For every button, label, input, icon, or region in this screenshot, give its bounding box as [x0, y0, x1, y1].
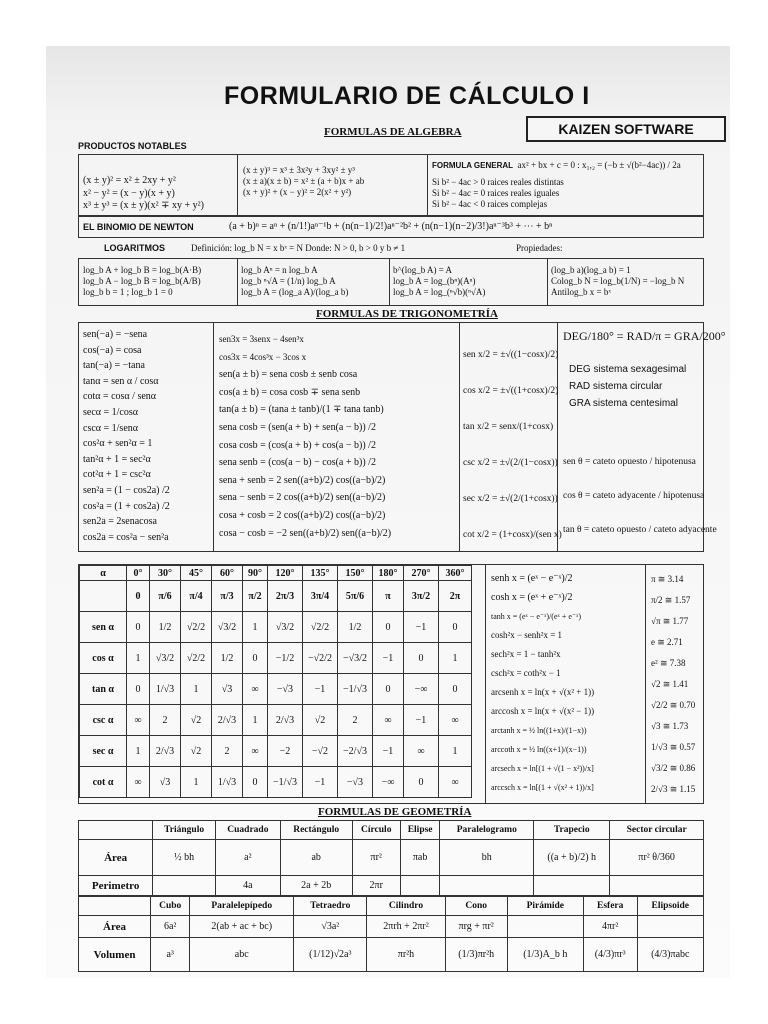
trig-value-cell: 0: [373, 612, 404, 643]
geometry-header-cell: Trapecio: [534, 821, 610, 840]
angle-rad-header: π: [373, 581, 404, 612]
angle-deg-header: α: [80, 566, 127, 581]
geometry-header-cell: Cono: [445, 897, 507, 916]
trig-value-cell: −√2: [303, 736, 338, 767]
trig-value-cell: −∞: [404, 674, 439, 705]
geometry-value-cell: (1/12)√2a³: [294, 938, 367, 972]
angle-rad-header: π/3: [212, 581, 243, 612]
trig-value-cell: 0: [243, 767, 268, 798]
table-row: [80, 674, 472, 705]
algebra-heading: FORMULAS DE ALGEBRA: [324, 126, 462, 138]
binomio-eq: (a + b)ⁿ = aⁿ + (n/1!)aⁿ⁻¹b + (n(n−1)/2!)aⁿ⁻²b² + (n(n−1)(n−2)/3!)aⁿ⁻³b³ + ⋯ + bⁿ: [229, 221, 553, 232]
trig-value-cell: 2/√3: [268, 705, 303, 736]
trig-value-cell: −∞: [373, 767, 404, 798]
trig-value-cell: √3/2: [212, 612, 243, 643]
trig-heading: FORMULAS DE TRIGONOMETRÍA: [316, 308, 498, 320]
geometry-value-cell: [610, 876, 704, 896]
log-col2: log_b Aⁿ = n log_b A log_b ⁿ√A = (1/n) log_b A log_b A = (log_a A)/(log_a b): [241, 265, 349, 297]
angle-deg-header: 135°: [303, 566, 338, 581]
productos-col1: (x ± y)² = x² ± 2xy + y² x² − y² = (x − y)(x + y) x³ ± y³ = (x ± y)(x² ∓ xy + y²): [83, 175, 204, 211]
trig-values-table: [79, 565, 472, 798]
trig-value-cell: 0: [404, 767, 439, 798]
geometry-header-cell: [79, 897, 151, 916]
log-box: [78, 258, 704, 306]
angle-deg-header: 0°: [127, 566, 150, 581]
trig-value-cell: −√2/2: [303, 643, 338, 674]
geometry-value-cell: √3a²: [294, 916, 367, 938]
trig-value-cell: 1: [243, 705, 268, 736]
trig-value-cell: −1: [404, 705, 439, 736]
geometry-value-cell: [637, 916, 703, 938]
geometry-header-cell: Rectángulo: [280, 821, 352, 840]
productos-col2: (x ± y)³ = x³ ± 3x²y + 3xy² ± y³ (x ± a)(x ± b) = x² ± (a + b)x + ab (x + y)² + (x − y)² = 2(x² + y²): [243, 165, 365, 197]
trig-value-cell: ∞: [127, 767, 150, 798]
geometry-value-cell: (1/3)πr²h: [445, 938, 507, 972]
trig-value-cell: −√3/2: [338, 643, 373, 674]
trig-func-label: sen α: [80, 612, 127, 643]
trig-value-cell: ∞: [243, 736, 268, 767]
log-props-label: Propiedades:: [516, 243, 563, 253]
page-title: FORMULARIO DE CÁLCULO I: [224, 82, 590, 110]
geometry-header-cell: Círculo: [352, 821, 400, 840]
trig-value-cell: ∞: [373, 705, 404, 736]
geometry-header-cell: Elipsoide: [637, 897, 703, 916]
productos-label: PRODUCTOS NOTABLES: [78, 141, 187, 151]
geometry-value-cell: 4a: [216, 876, 281, 896]
geometry-header-cell: Paralelogramo: [440, 821, 534, 840]
deg-rad-gra: DEG/180° = RAD/π = GRA/200°: [563, 329, 726, 343]
geometry-value-cell: a²: [216, 840, 281, 876]
geometry-value-cell: πr² θ/360: [610, 840, 704, 876]
trig-value-cell: 0: [404, 643, 439, 674]
geometry-header-cell: Sector circular: [610, 821, 704, 840]
geometry-row-label: Volumen: [79, 938, 151, 972]
trig-value-cell: −1: [373, 736, 404, 767]
trig-value-cell: ∞: [127, 705, 150, 736]
trig-value-cell: 0: [127, 612, 150, 643]
geometry-value-cell: πrg + πr²: [445, 916, 507, 938]
trig-half-angle: sen x/2 = ±√((1−cosx)/2) cos x/2 = ±√((1+cosx)/2) tan x/2 = senx/(1+cosx) csc x/2 = ±√(2/(1−cosx)) sec x/2 = ±√(2/(1+cosx)) cot x/2 = (1+cosx)/(sen x): [463, 350, 562, 540]
trig-value-cell: −1/√3: [338, 674, 373, 705]
trig-value-cell: −√3: [338, 767, 373, 798]
trig-func-label: csc α: [80, 705, 127, 736]
table-row: [80, 736, 472, 767]
table-row: [80, 643, 472, 674]
geometry-value-cell: (4/3)πr³: [583, 938, 637, 972]
trig-value-cell: 1: [439, 643, 472, 674]
trig-value-cell: 1: [181, 674, 212, 705]
geometry-solid-table: [78, 896, 704, 972]
geometry-value-cell: 4πr²: [583, 916, 637, 938]
trig-value-cell: ∞: [404, 736, 439, 767]
geometry-value-cell: 2πrh + 2πr²: [367, 916, 445, 938]
hyperbolic-formulas: senh x = (eˣ − e⁻ˣ)/2 cosh x = (eˣ + e⁻ˣ)/2 tanh x = (eˣ − e⁻ˣ)/(eˣ + e⁻ˣ) cosh²x − senh²x = 1 sech²x = 1 − tanh²x csch²x = coth²x − 1 arcsenh x = ln(x + √(x² + 1)) arccosh x = ln(x + √(x² − 1)) arctanh x = ½ ln((1+x)/(1−x)) arccoth x = ½ ln((x+1)/(x−1)) arcsech x = ln[(1 + √(1 − x²))/x] arccsch x = ln[(1 + √(x² + 1))/x]: [491, 573, 595, 792]
trig-value-cell: 1: [127, 643, 150, 674]
geometry-header-cell: Pirámide: [507, 897, 583, 916]
geometry-row-label: Área: [79, 840, 153, 876]
trig-value-cell: √3: [212, 674, 243, 705]
trig-value-cell: 1/2: [212, 643, 243, 674]
trig-value-cell: ∞: [439, 705, 472, 736]
trig-func-label: tan α: [80, 674, 127, 705]
geometry-heading: FORMULAS DE GEOMETRÍA: [318, 806, 472, 818]
geometry-value-cell: ½ bh: [153, 840, 216, 876]
angle-deg-header: 360°: [439, 566, 472, 581]
angle-rad-header: [80, 581, 127, 612]
geometry-header-cell: Esfera: [583, 897, 637, 916]
trig-value-cell: −2: [268, 736, 303, 767]
trig-value-cell: −1/√3: [268, 767, 303, 798]
trig-value-cell: −1/2: [268, 643, 303, 674]
binomio-box: [78, 216, 704, 238]
binomio-label: EL BINOMIO DE NEWTON: [83, 222, 194, 232]
trig-value-cell: 1: [243, 612, 268, 643]
angle-deg-header: 270°: [404, 566, 439, 581]
angle-rad-header: 2π/3: [268, 581, 303, 612]
geometry-header-cell: Paralelepípedo: [190, 897, 294, 916]
log-col4: (log_b a)(log_a b) = 1 Colog_b N = log_b(1/N) = −log_b N Antilog_b x = bˣ: [551, 265, 685, 297]
trig-value-cell: 0: [439, 612, 472, 643]
angle-rad-header: π/4: [181, 581, 212, 612]
trig-func-label: cot α: [80, 767, 127, 798]
productos-box: [78, 154, 704, 216]
table-row: [80, 612, 472, 643]
trig-value-cell: √3/2: [150, 643, 181, 674]
trig-value-cell: √3: [150, 767, 181, 798]
angle-rad-header: 3π/4: [303, 581, 338, 612]
trig-value-cell: 0: [243, 643, 268, 674]
angle-systems: DEG sistema sexagesimal RAD sistema circular GRA sistema centesimal: [569, 364, 687, 409]
geometry-value-cell: (4/3)πabc: [637, 938, 703, 972]
trig-value-cell: −√3: [268, 674, 303, 705]
angle-deg-header: 90°: [243, 566, 268, 581]
geometry-value-cell: πab: [400, 840, 440, 876]
trig-value-cell: √3/2: [268, 612, 303, 643]
values-section: [78, 564, 704, 804]
geometry-value-cell: a³: [151, 938, 190, 972]
trig-value-cell: 2: [338, 705, 373, 736]
angle-deg-header: 45°: [181, 566, 212, 581]
trig-value-cell: 1/√3: [212, 767, 243, 798]
log-col1: log_b A + log_b B = log_b(A·B) log_b A − log_b B = log_b(A/B) log_b b = 1 ; log_b 1 = 0: [83, 265, 202, 297]
trig-value-cell: 0: [439, 674, 472, 705]
log-label: LOGARITMOS: [104, 243, 165, 253]
geometry-value-cell: πr²h: [367, 938, 445, 972]
geometry-value-cell: πr²: [352, 840, 400, 876]
geometry-header-cell: Triángulo: [153, 821, 216, 840]
trig-value-cell: ∞: [439, 767, 472, 798]
geometry-value-cell: ab: [280, 840, 352, 876]
geometry-row-label: Perimetro: [79, 876, 153, 896]
trig-func-label: cos α: [80, 643, 127, 674]
geometry-value-cell: [400, 876, 440, 896]
formula-sheet: [46, 46, 730, 978]
trig-value-cell: 2/√3: [212, 705, 243, 736]
geometry-row-label: Área: [79, 916, 151, 938]
formula-general: FORMULA GENERAL ax² + bx + c = 0 : x₁,₂ = (−b ± √(b²−4ac)) / 2a Si b² − 4ac > 0 raices reales distintas Si b² − 4ac = 0 raices reales iguales Si b² − 4ac < 0 raices complejas: [432, 160, 681, 209]
trig-value-cell: 0: [127, 674, 150, 705]
geometry-value-cell: [440, 876, 534, 896]
angle-deg-header: 120°: [268, 566, 303, 581]
trig-basic: sen(−a) = −sena cos(−a) = cosa tan(−a) = −tana tanα = sen α / cosα cotα = cosα / senα secα = 1/cosα cscα = 1/senα cos²α + sen²α = 1 tan²α + 1 = sec²α cot²α + 1 = csc²α sen²a = (1 − cos2a) /2 cos²a = (1 + cos2a) /2 sen2a = 2senacosa cos2a = cos²a − sen²a: [83, 329, 170, 543]
trig-value-cell: 1/2: [338, 612, 373, 643]
geometry-value-cell: [153, 876, 216, 896]
angle-rad-header: 3π/2: [404, 581, 439, 612]
geometry-header-cell: Cuadrado: [216, 821, 281, 840]
geometry-header-cell: Elipse: [400, 821, 440, 840]
angle-rad-header: π/2: [243, 581, 268, 612]
geometry-value-cell: abc: [190, 938, 294, 972]
angle-rad-header: π/6: [150, 581, 181, 612]
angle-deg-header: 180°: [373, 566, 404, 581]
trig-box: [78, 322, 726, 552]
trig-value-cell: √2/2: [181, 643, 212, 674]
trig-value-cell: −1: [303, 674, 338, 705]
angle-deg-header: 30°: [150, 566, 181, 581]
trig-value-cell: 0: [373, 674, 404, 705]
trig-value-cell: √2/2: [181, 612, 212, 643]
geometry-value-cell: [507, 916, 583, 938]
trig-value-cell: −2/√3: [338, 736, 373, 767]
trig-value-cell: −1: [404, 612, 439, 643]
geometry-value-cell: bh: [440, 840, 534, 876]
trig-value-cell: 1/2: [150, 612, 181, 643]
geometry-value-cell: 2a + 2b: [280, 876, 352, 896]
trig-value-cell: √2: [181, 736, 212, 767]
log-col3: b^(log_b A) = A log_b A = log_(bⁿ)(Aⁿ) log_b A = log_(ⁿ√b)(ⁿ√A): [393, 265, 486, 297]
trig-value-cell: 2: [212, 736, 243, 767]
trig-value-cell: √2: [303, 705, 338, 736]
geometry-header-cell: Cubo: [151, 897, 190, 916]
angle-deg-header: 60°: [212, 566, 243, 581]
trig-value-cell: 1/√3: [150, 674, 181, 705]
constants-list: π ≅ 3.14 π/2 ≅ 1.57 √π ≅ 1.77 e ≅ 2.71 e² ≅ 7.38 √2 ≅ 1.41 √2/2 ≅ 0.70 √3 ≅ 1.73 1/√3 ≅ 0.57 √3/2 ≅ 0.86 2/√3 ≅ 1.15: [651, 574, 696, 794]
trig-value-cell: 2/√3: [150, 736, 181, 767]
geometry-header-cell: [79, 821, 153, 840]
angle-deg-header: 150°: [338, 566, 373, 581]
trig-ratios: sen θ = cateto opuesto / hipotenusa cos θ = cateto adyacente / hipotenusa tan θ = cateto opuesto / cateto adyacente: [563, 457, 717, 535]
brand-box: KAIZEN SOFTWARE: [526, 116, 726, 142]
geometry-value-cell: ((a + b)/2) h: [534, 840, 610, 876]
trig-func-label: sec α: [80, 736, 127, 767]
log-definition: Definición: log_b N = x bˣ = N Donde: N > 0, b > 0 y b ≠ 1: [191, 243, 406, 253]
trig-value-cell: −1: [373, 643, 404, 674]
geometry-header-cell: Cilindro: [367, 897, 445, 916]
trig-value-cell: 1: [439, 736, 472, 767]
table-row: [80, 767, 472, 798]
angle-rad-header: 5π/6: [338, 581, 373, 612]
geometry-value-cell: 6a²: [151, 916, 190, 938]
angle-rad-header: 0: [127, 581, 150, 612]
trig-value-cell: 2: [150, 705, 181, 736]
trig-value-cell: −1: [303, 767, 338, 798]
trig-value-cell: 1: [127, 736, 150, 767]
trig-identities: sen3x = 3senx − 4sen³x cos3x = 4cos³x − 3cos x sen(a ± b) = sena cosb ± senb cosa cos(a ± b) = cosa cosb ∓ sena senb tan(a ± b) = (tana ± tanb)/(1 ∓ tana tanb) sena cosb = (sen(a + b) + sen(a − b)) /2 cosa cosb = (cos(a + b) + cos(a − b)) /2 sena senb = (cos(a − b) − cos(a + b)) /2 sena + senb = 2 sen((a+b)/2) cos((a−b)/2) sena − senb = 2 cos((a+b)/2) sen((a−b)/2) cosa + cosb = 2 cos((a+b)/2) cos((a−b)/2) cosa − cosb = −2 sen((a+b)/2) sen((a−b)/2): [219, 334, 392, 539]
trig-value-cell: √2/2: [303, 612, 338, 643]
geometry-value-cell: 2(ab + ac + bc): [190, 916, 294, 938]
angle-rad-header: 2π: [439, 581, 472, 612]
geometry-value-cell: [534, 876, 610, 896]
trig-value-cell: 1: [181, 767, 212, 798]
geometry-value-cell: (1/3)A_b h: [507, 938, 583, 972]
trig-value-cell: √2: [181, 705, 212, 736]
geometry-plane-table: [78, 820, 704, 896]
geometry-header-cell: Tetraedro: [294, 897, 367, 916]
trig-value-cell: ∞: [243, 674, 268, 705]
table-row: [80, 705, 472, 736]
geometry-value-cell: 2πr: [352, 876, 400, 896]
